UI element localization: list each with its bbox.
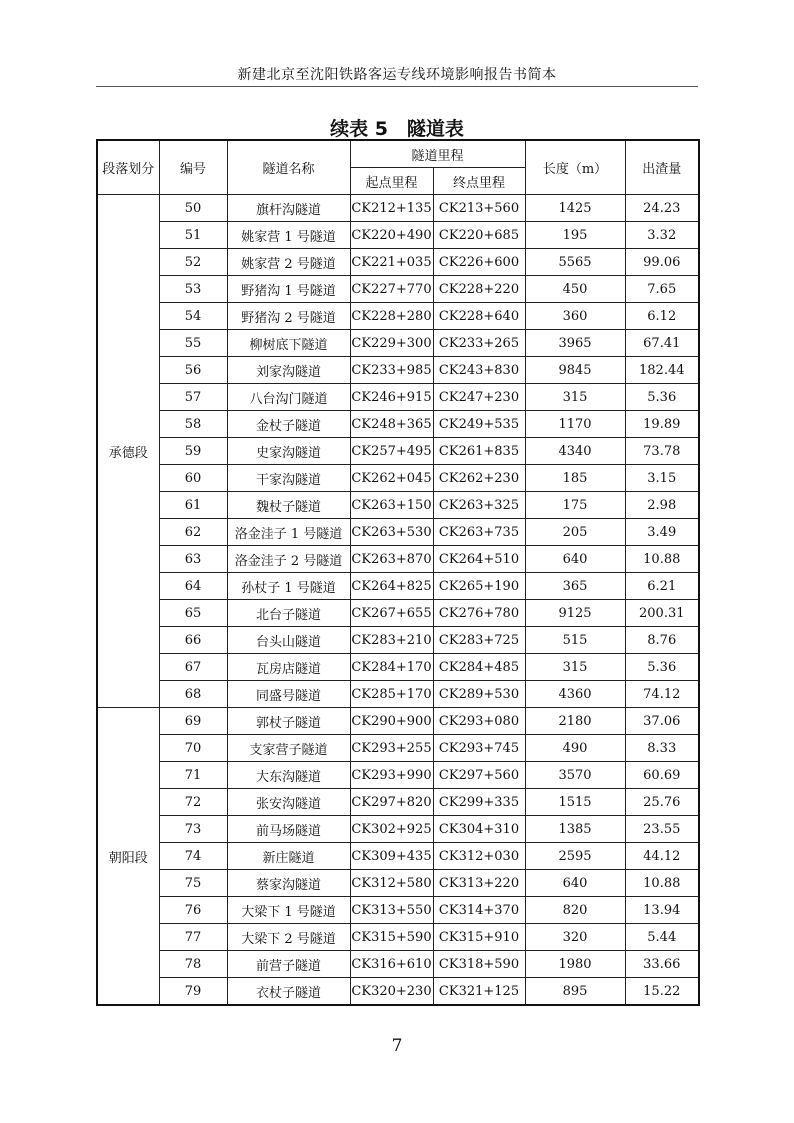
table-row [97,762,699,789]
cell-end-mileage: CK314+370 [433,897,525,924]
cell-spoil: 5.44 [625,924,699,951]
cell-end-mileage: CK297+560 [433,762,525,789]
cell-start-mileage: CK267+655 [350,600,433,627]
cell-spoil: 182.44 [625,357,699,384]
cell-tunnel-name: 支家营子隧道 [227,735,350,762]
cell-start-mileage: CK248+365 [350,411,433,438]
cell-number: 60 [159,465,227,492]
cell-end-mileage: CK213+560 [433,195,525,222]
cell-length: 1515 [525,789,625,816]
cell-start-mileage: CK285+170 [350,681,433,708]
table-title: 续表 5 隧道表 [330,118,464,140]
cell-number: 59 [159,438,227,465]
table-row [97,627,699,654]
cell-length: 2595 [525,843,625,870]
cell-end-mileage: CK226+600 [433,249,525,276]
cell-length: 365 [525,573,625,600]
cell-length: 3570 [525,762,625,789]
cell-end-mileage: CK321+125 [433,978,525,1006]
cell-start-mileage: CK290+900 [350,708,433,735]
cell-start-mileage: CK233+985 [350,357,433,384]
cell-start-mileage: CK309+435 [350,843,433,870]
cell-tunnel-name: 大梁下 1 号隧道 [227,897,350,924]
cell-spoil: 3.15 [625,465,699,492]
cell-segment: 承德段 [97,195,159,708]
cell-start-mileage: CK263+150 [350,492,433,519]
cell-end-mileage: CK243+830 [433,357,525,384]
col-header-segment: 段落划分 [97,140,159,195]
cell-number: 69 [159,708,227,735]
col-header-name: 隧道名称 [227,140,350,195]
cell-start-mileage: CK293+990 [350,762,433,789]
cell-number: 54 [159,303,227,330]
cell-spoil: 19.89 [625,411,699,438]
cell-tunnel-name: 姚家营 1 号隧道 [227,222,350,249]
cell-start-mileage: CK263+530 [350,519,433,546]
cell-length: 895 [525,978,625,1006]
cell-end-mileage: CK263+325 [433,492,525,519]
table-row [97,924,699,951]
col-header-start: 起点里程 [350,168,433,195]
cell-spoil: 200.31 [625,600,699,627]
cell-start-mileage: CK221+035 [350,249,433,276]
cell-end-mileage: CK313+220 [433,870,525,897]
cell-tunnel-name: 新庄隧道 [227,843,350,870]
cell-spoil: 33.66 [625,951,699,978]
cell-start-mileage: CK302+925 [350,816,433,843]
cell-number: 51 [159,222,227,249]
cell-length: 1170 [525,411,625,438]
cell-end-mileage: CK233+265 [433,330,525,357]
cell-tunnel-name: 台头山隧道 [227,627,350,654]
cell-end-mileage: CK220+685 [433,222,525,249]
cell-spoil: 44.12 [625,843,699,870]
table-row [97,654,699,681]
table-row [97,843,699,870]
cell-start-mileage: CK283+210 [350,627,433,654]
cell-tunnel-name: 郭杖子隧道 [227,708,350,735]
cell-tunnel-name: 瓦房店隧道 [227,654,350,681]
table-row [97,708,699,735]
cell-length: 205 [525,519,625,546]
table-row [97,411,699,438]
cell-spoil: 73.78 [625,438,699,465]
cell-tunnel-name: 刘家沟隧道 [227,357,350,384]
cell-number: 70 [159,735,227,762]
col-header-spoil: 出渣量 [625,140,699,195]
cell-tunnel-name: 孙杖子 1 号隧道 [227,573,350,600]
cell-length: 640 [525,870,625,897]
table-row [97,492,699,519]
cell-number: 76 [159,897,227,924]
cell-spoil: 67.41 [625,330,699,357]
cell-end-mileage: CK247+230 [433,384,525,411]
cell-length: 195 [525,222,625,249]
cell-end-mileage: CK262+230 [433,465,525,492]
cell-end-mileage: CK264+510 [433,546,525,573]
cell-start-mileage: CK220+490 [350,222,433,249]
cell-number: 52 [159,249,227,276]
cell-end-mileage: CK283+725 [433,627,525,654]
table-row [97,222,699,249]
cell-start-mileage: CK229+300 [350,330,433,357]
cell-tunnel-name: 同盛号隧道 [227,681,350,708]
cell-start-mileage: CK262+045 [350,465,433,492]
cell-tunnel-name: 大梁下 2 号隧道 [227,924,350,951]
cell-length: 185 [525,465,625,492]
cell-spoil: 99.06 [625,249,699,276]
cell-start-mileage: CK297+820 [350,789,433,816]
table-row [97,330,699,357]
cell-start-mileage: CK316+610 [350,951,433,978]
cell-length: 4340 [525,438,625,465]
cell-number: 61 [159,492,227,519]
cell-spoil: 2.98 [625,492,699,519]
cell-start-mileage: CK212+135 [350,195,433,222]
cell-number: 57 [159,384,227,411]
cell-tunnel-name: 洛金洼子 1 号隧道 [227,519,350,546]
cell-spoil: 7.65 [625,276,699,303]
tunnel-table [96,139,700,1006]
cell-tunnel-name: 洛金洼子 2 号隧道 [227,546,350,573]
cell-number: 62 [159,519,227,546]
table-row [97,978,699,1006]
cell-number: 66 [159,627,227,654]
table-row [97,789,699,816]
cell-end-mileage: CK263+735 [433,519,525,546]
cell-end-mileage: CK299+335 [433,789,525,816]
cell-spoil: 8.33 [625,735,699,762]
cell-spoil: 5.36 [625,654,699,681]
cell-length: 1425 [525,195,625,222]
running-header: 新建北京至沈阳铁路客运专线环境影响报告书简本 [237,67,557,83]
cell-spoil: 60.69 [625,762,699,789]
cell-tunnel-name: 金杖子隧道 [227,411,350,438]
cell-number: 67 [159,654,227,681]
cell-length: 490 [525,735,625,762]
cell-number: 63 [159,546,227,573]
table-row [97,681,699,708]
cell-length: 9845 [525,357,625,384]
cell-tunnel-name: 旗杆沟隧道 [227,195,350,222]
cell-number: 53 [159,276,227,303]
cell-start-mileage: CK320+230 [350,978,433,1006]
table-row [97,816,699,843]
table-row [97,249,699,276]
cell-tunnel-name: 野猪沟 2 号隧道 [227,303,350,330]
col-header-length: 长度（m） [525,140,625,195]
table-row [97,573,699,600]
cell-tunnel-name: 张安沟隧道 [227,789,350,816]
cell-spoil: 10.88 [625,546,699,573]
col-header-end: 终点里程 [433,168,525,195]
cell-spoil: 13.94 [625,897,699,924]
cell-start-mileage: CK228+280 [350,303,433,330]
table-row [97,951,699,978]
cell-length: 9125 [525,600,625,627]
table-row [97,438,699,465]
cell-end-mileage: CK312+030 [433,843,525,870]
table-row [97,897,699,924]
cell-end-mileage: CK276+780 [433,600,525,627]
cell-number: 74 [159,843,227,870]
cell-length: 315 [525,384,625,411]
col-header-mileage: 隧道里程 [350,140,525,168]
cell-spoil: 6.12 [625,303,699,330]
cell-spoil: 5.36 [625,384,699,411]
cell-length: 515 [525,627,625,654]
cell-end-mileage: CK228+640 [433,303,525,330]
cell-end-mileage: CK315+910 [433,924,525,951]
cell-spoil: 25.76 [625,789,699,816]
cell-tunnel-name: 野猪沟 1 号隧道 [227,276,350,303]
cell-tunnel-name: 史家沟隧道 [227,438,350,465]
cell-spoil: 6.21 [625,573,699,600]
cell-end-mileage: CK304+310 [433,816,525,843]
cell-number: 64 [159,573,227,600]
cell-tunnel-name: 蔡家沟隧道 [227,870,350,897]
cell-length: 3965 [525,330,625,357]
table-row [97,303,699,330]
table-row [97,735,699,762]
cell-tunnel-name: 前马场隧道 [227,816,350,843]
table-row [97,195,699,222]
table-row [97,276,699,303]
table-row [97,600,699,627]
cell-start-mileage: CK312+580 [350,870,433,897]
cell-end-mileage: CK318+590 [433,951,525,978]
cell-length: 450 [525,276,625,303]
cell-spoil: 15.22 [625,978,699,1006]
table-row [97,519,699,546]
cell-start-mileage: CK227+770 [350,276,433,303]
cell-spoil: 37.06 [625,708,699,735]
cell-length: 4360 [525,681,625,708]
table-body [97,195,699,1006]
cell-end-mileage: CK228+220 [433,276,525,303]
cell-start-mileage: CK257+495 [350,438,433,465]
cell-length: 320 [525,924,625,951]
cell-spoil: 10.88 [625,870,699,897]
cell-number: 75 [159,870,227,897]
cell-length: 360 [525,303,625,330]
cell-start-mileage: CK264+825 [350,573,433,600]
cell-tunnel-name: 大东沟隧道 [227,762,350,789]
cell-length: 315 [525,654,625,681]
cell-spoil: 8.76 [625,627,699,654]
cell-length: 5565 [525,249,625,276]
cell-length: 175 [525,492,625,519]
cell-length: 820 [525,897,625,924]
table-row [97,465,699,492]
cell-number: 58 [159,411,227,438]
cell-start-mileage: CK284+170 [350,654,433,681]
cell-length: 1980 [525,951,625,978]
cell-number: 65 [159,600,227,627]
cell-end-mileage: CK289+530 [433,681,525,708]
cell-spoil: 24.23 [625,195,699,222]
cell-end-mileage: CK284+485 [433,654,525,681]
cell-start-mileage: CK315+590 [350,924,433,951]
cell-spoil: 74.12 [625,681,699,708]
cell-spoil: 3.49 [625,519,699,546]
header-rule [96,86,698,87]
page-number: 7 [391,1036,403,1056]
cell-length: 1385 [525,816,625,843]
cell-end-mileage: CK293+745 [433,735,525,762]
cell-number: 50 [159,195,227,222]
cell-tunnel-name: 柳树底下隧道 [227,330,350,357]
table-row [97,546,699,573]
cell-tunnel-name: 干家沟隧道 [227,465,350,492]
cell-end-mileage: CK249+535 [433,411,525,438]
cell-number: 72 [159,789,227,816]
cell-start-mileage: CK246+915 [350,384,433,411]
cell-segment: 朝阳段 [97,708,159,1006]
cell-number: 68 [159,681,227,708]
cell-number: 79 [159,978,227,1006]
cell-start-mileage: CK263+870 [350,546,433,573]
table-row [97,357,699,384]
cell-tunnel-name: 北台子隧道 [227,600,350,627]
cell-tunnel-name: 魏杖子隧道 [227,492,350,519]
table-row [97,384,699,411]
cell-tunnel-name: 衣杖子隧道 [227,978,350,1006]
cell-tunnel-name: 姚家营 2 号隧道 [227,249,350,276]
cell-start-mileage: CK313+550 [350,897,433,924]
table-row [97,870,699,897]
cell-spoil: 3.32 [625,222,699,249]
cell-number: 78 [159,951,227,978]
cell-number: 55 [159,330,227,357]
cell-number: 56 [159,357,227,384]
cell-end-mileage: CK261+835 [433,438,525,465]
cell-tunnel-name: 八台沟门隧道 [227,384,350,411]
cell-end-mileage: CK265+190 [433,573,525,600]
cell-end-mileage: CK293+080 [433,708,525,735]
cell-spoil: 23.55 [625,816,699,843]
cell-length: 2180 [525,708,625,735]
col-header-number: 编号 [159,140,227,195]
cell-number: 77 [159,924,227,951]
cell-start-mileage: CK293+255 [350,735,433,762]
cell-number: 73 [159,816,227,843]
cell-length: 640 [525,546,625,573]
cell-number: 71 [159,762,227,789]
cell-tunnel-name: 前营子隧道 [227,951,350,978]
